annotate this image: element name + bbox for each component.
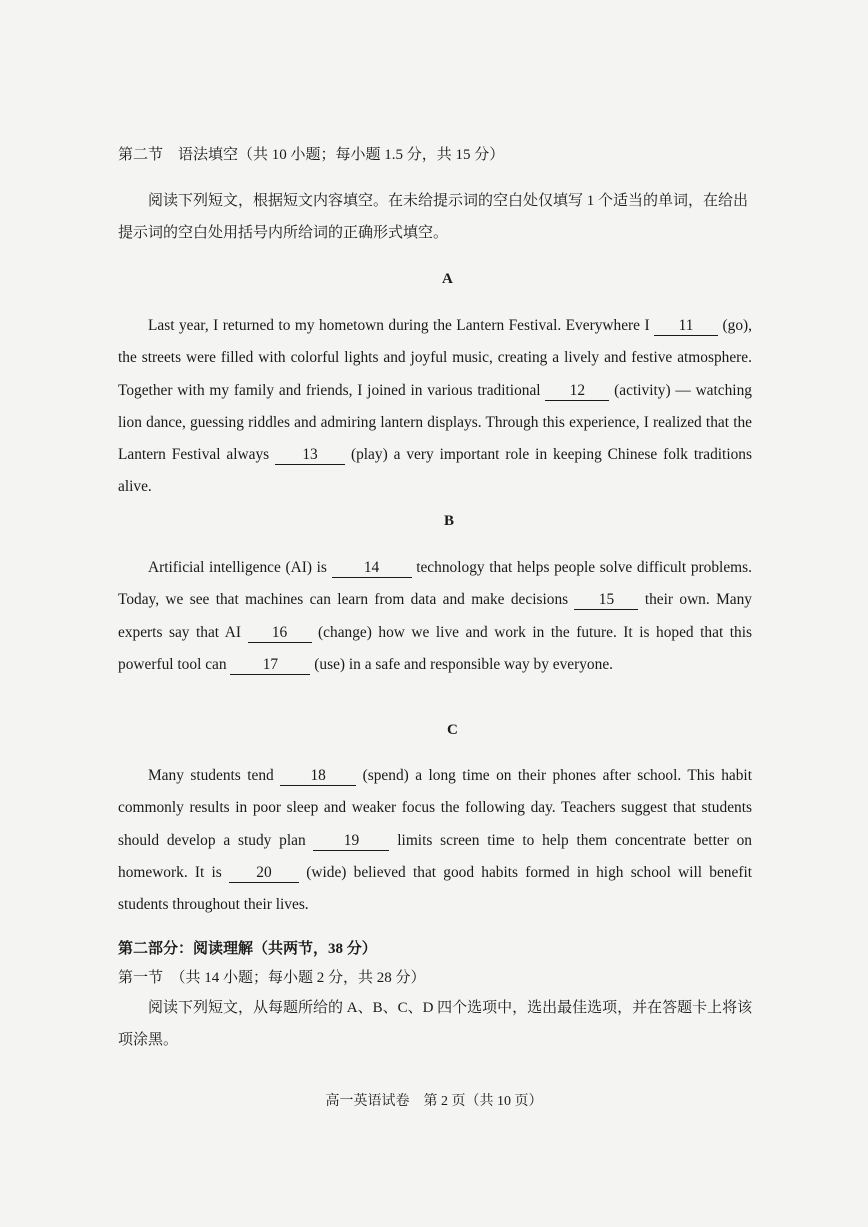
passage-c [118,760,752,921]
passage-a-text-1: Last year, I returned to my hometown during the Lantern Festival. Everywhere I [148,317,655,334]
passage-b-text-1: Artificial intelligence (AI) is [148,559,332,576]
passage-b-text-3: their own. Many experts say that AI [118,591,752,641]
part-two-heading: 第二部分：阅读理解（共两节，38 分） [118,941,377,957]
passage-c-text-3: limits screen time to help them concentrate better on homework. It is [118,831,753,881]
blank-16: 16 [248,624,312,643]
part-two-subheading: 第一节 （共 14 小题；每小题 2 分，共 28 分） [118,970,426,986]
blank-18: 18 [280,767,356,786]
blank-14: 14 [332,559,412,578]
blank-19: 19 [313,832,389,851]
blank-15: 15 [574,591,638,610]
passage-a-text-2: (go), the streets were filled with colorful lights and joyful music, creating a lively and festive atmosphere. Together with my family and friends, I joined in various traditional [118,317,752,399]
passage-a-label: A [442,271,453,287]
section-heading: 第二节 语法填空（共 10 小题；每小题 1.5 分，共 15 分） [118,147,505,163]
page-footer: 高一英语试卷 第 2 页（共 10 页） [325,1094,543,1109]
passage-c-text-1: Many students tend [148,767,281,784]
section-instruction: 阅读下列短文，根据短文内容填空。在未给提示词的空白处仅填写 1 个适当的单词，在给出提示词的空白处用括号内所给词的正确形式填空。 [118,193,749,241]
passage-a [118,310,752,504]
blank-11: 11 [654,317,718,336]
passage-b-text-4: (change) how we live and work in the future. It is hoped that this powerful tool can [118,623,752,673]
passage-a-text-4: (play) a very important role in keeping Chinese folk traditions alive. [118,446,752,496]
passage-b [118,552,752,681]
blank-20: 20 [229,864,299,883]
passage-c-label: C [447,722,458,738]
blank-17: 17 [230,656,310,675]
blank-13: 13 [275,446,345,465]
passage-b-text-5: (use) in a safe and responsible way by everyone. [314,655,613,673]
blank-12: 12 [545,382,609,401]
passage-b-text-2: technology that helps people solve difficult problems. Today, we see that machines can learn from data and make decisions [118,559,752,609]
part-two-instruction: 阅读下列短文，从每题所给的 A、B、C、D 四个选项中，选出最佳选项，并在答题卡上将该项涂黑。 [118,1000,753,1048]
passage-b-label: B [444,513,455,529]
passage-a-text-3: (activity) — watching lion dance, guessing riddles and admiring lantern displays. Through this experience, I realized that the Lantern Festival always [118,381,752,464]
passage-c-text-4: (wide) believed that good habits formed in high school will benefit students throughout their lives. [118,863,752,914]
passage-c-text-2: (spend) a long time on their phones after school. This habit commonly results in poor sleep and weaker focus the following day. Teachers suggest that students should develop a study plan [118,767,752,849]
